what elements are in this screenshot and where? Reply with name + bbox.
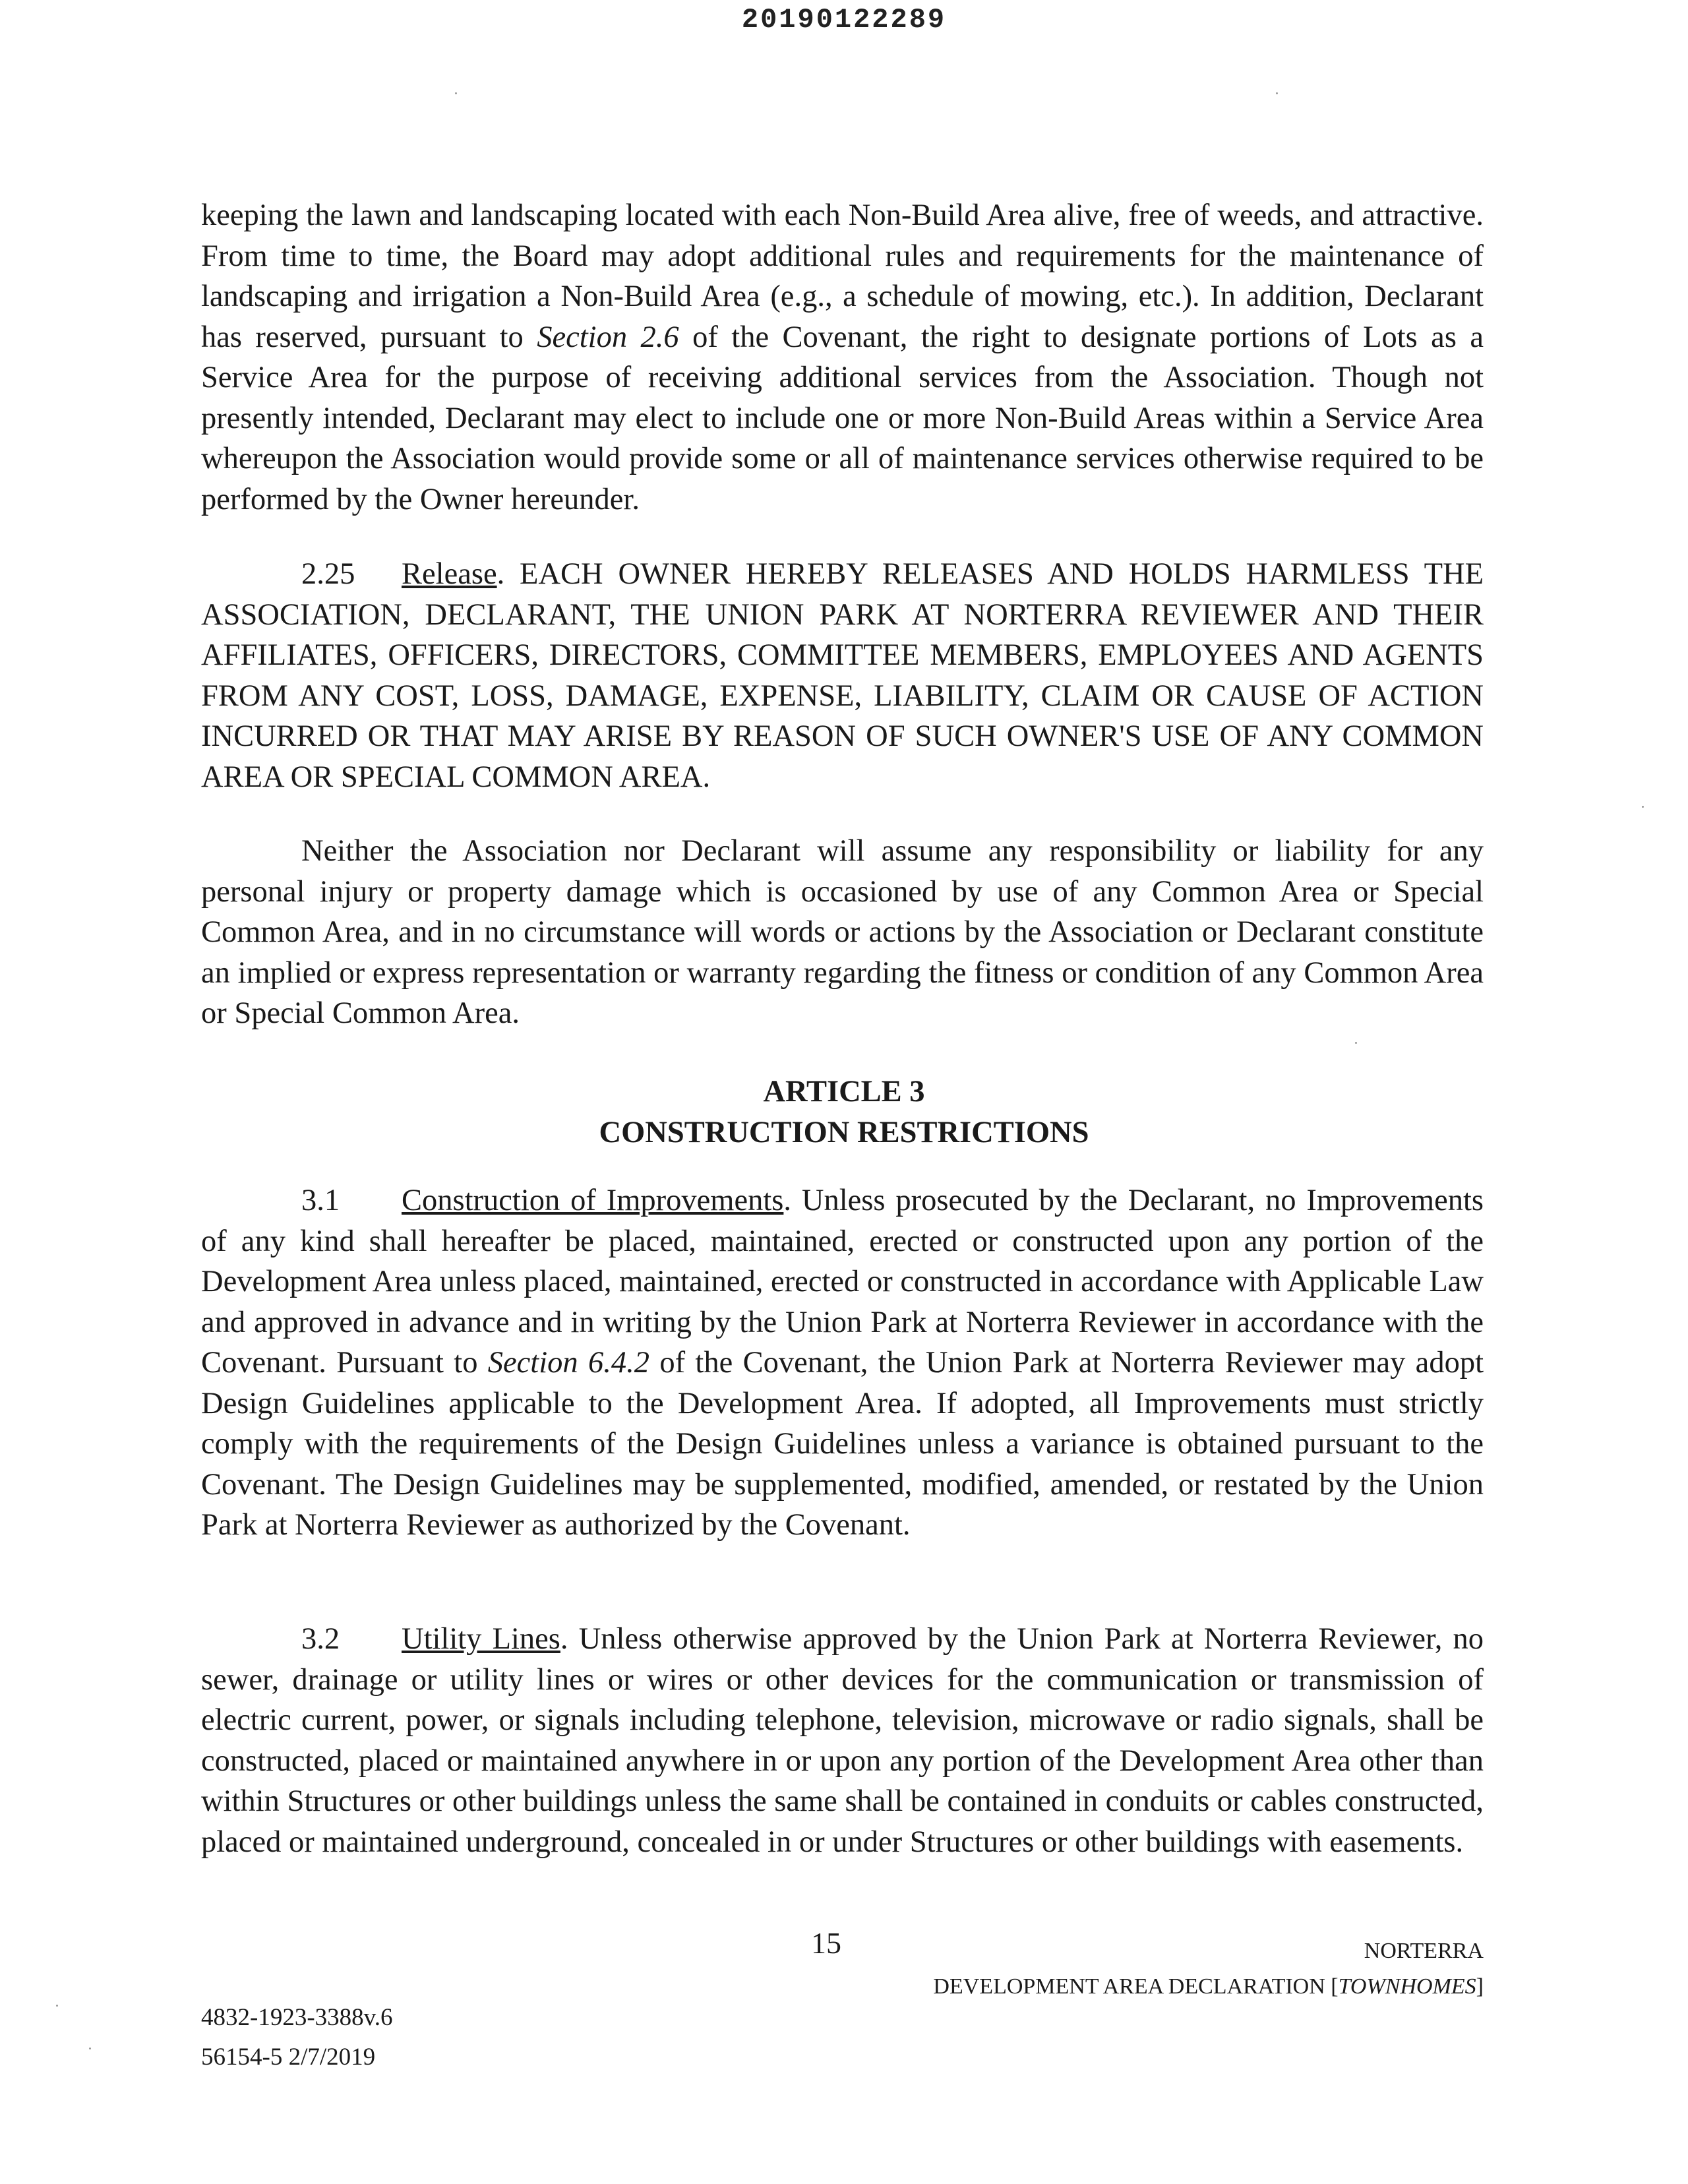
section-text: of the Covenant, the Union Park at Norterra Reviewer may adopt Design Guidelines applicable to the Development Area. If adopted, all Improvements must strictly comply with the requirements of the Design Guidelines unless a variance is obtained pursuant to the Covenant. The Design Guidelines may be supplemented, modified, amended, or restated by the Union Park at Norterra Reviewer as authorized by the Covenant.	[201, 1346, 1484, 1542]
section-reference: Section 2.6	[537, 320, 679, 354]
paragraph-text: keeping the lawn and landscaping located with each Non-Build Area alive, free of weeds, and attractive. From time to time, the Board may adopt additional rules and requirements for the maintenance of landscaping and irrigation a Non-Build Area (e.g., a schedule of mowing, etc.). In addition, Declarant has reserved, pursuant to	[201, 198, 1484, 354]
section-text: . Unless otherwise approved by the Union Park at Norterra Reviewer, no sewer, drainage or utility lines or wires or other devices for the communication or transmission of electric current, power, or signals including telephone, television, microwave or radio signals, shall be constructed, placed or maintained anywhere in or upon any portion of the Development Area other than within Structures or other buildings unless the same shall be contained in conduits or cables constructed, placed or maintained underground, concealed in or under Structures or other buildings with easements.	[201, 1622, 1484, 1859]
page-number: 15	[811, 1926, 841, 1960]
scan-speck	[1642, 806, 1644, 808]
section-number: 2.25	[301, 557, 355, 591]
footer-title-end: ]	[1476, 1974, 1484, 1999]
scan-speck	[1355, 1042, 1357, 1044]
footer-matter-date: 56154-5 2/7/2019	[201, 2044, 376, 2071]
footer-document-ids	[201, 1998, 393, 2077]
scan-speck	[455, 92, 457, 94]
section-title: Release	[402, 557, 497, 591]
article-title: CONSTRUCTION RESTRICTIONS	[599, 1116, 1089, 1149]
paragraph-text: of the Covenant, the right to designate portions of Lots as a Service Area for the purpose of receiving additional services from the Association. Though not presently intended, Declarant may elect to include one or more Non-Build Areas within a Service Area whereupon the Association would provide some or all of maintenance services otherwise required to be performed by the Owner hereunder.	[201, 320, 1484, 516]
section-reference: Section 6.4.2	[487, 1346, 649, 1380]
paragraph-no-liability: Neither the Association nor Declarant will assume any responsibility or liability for any personal injury or property damage which is occasioned by use of any Common Area or Special Common Area, and in no circumstance will words or actions by the Association or Declarant constitute an implied or express representation or warranty regarding the fitness or condition of any Common Area or Special Common Area.	[201, 834, 1484, 1030]
footer-document-title	[933, 1933, 1484, 2005]
footer-title-line	[933, 1969, 1484, 2005]
footer-title-text: DEVELOPMENT AREA DECLARATION [	[933, 1974, 1339, 1999]
scan-speck	[89, 2048, 91, 2049]
section-number: 3.2	[301, 1622, 340, 1656]
section-text: . Unless prosecuted by the Declarant, no Improvements of any kind shall hereafter be placed, maintained, erected or constructed upon any portion of the Development Area unless placed, maintained, erected or constructed in accordance with Applicable Law and approved in advance and in writing by the Union Park at Norterra Reviewer in accordance with the Covenant. Pursuant to	[201, 1184, 1484, 1380]
footer-title-italic: TOWNHOMES	[1338, 1974, 1476, 1999]
section-text: . EACH OWNER HEREBY RELEASES AND HOLDS HARMLESS THE ASSOCIATION, DECLARANT, THE UNION PARK AT NORTERRA REVIEWER AND THEIR AFFILIATES, OFFICERS, DIRECTORS, COMMITTEE MEMBERS, EMPLOYEES AND AGENTS FROM ANY COST, LOSS, DAMAGE, EXPENSE, LIABILITY, CLAIM OR CAUSE OF ACTION INCURRED OR THAT MAY ARISE BY REASON OF SUCH OWNER'S USE OF ANY COMMON AREA OR SPECIAL COMMON AREA.	[201, 557, 1484, 794]
section-number: 3.1	[301, 1184, 340, 1217]
section-3-2-utility-lines	[201, 1619, 1484, 1862]
scan-speck	[1276, 92, 1278, 94]
footer-doc-id: 4832-1923-3388v.6	[201, 2004, 393, 2031]
section-title: Construction of Improvements	[402, 1184, 784, 1217]
article-label: ARTICLE 3	[763, 1075, 925, 1108]
footer-project: NORTERRA	[1364, 1939, 1484, 1963]
scan-speck	[56, 2005, 58, 2007]
section-3-1-construction	[201, 1180, 1484, 1546]
recording-number: 20190122289	[741, 4, 947, 36]
paragraph-non-build-maintenance	[201, 195, 1484, 520]
section-2-25-release	[201, 554, 1484, 797]
section-title: Utility Lines	[402, 1622, 560, 1656]
